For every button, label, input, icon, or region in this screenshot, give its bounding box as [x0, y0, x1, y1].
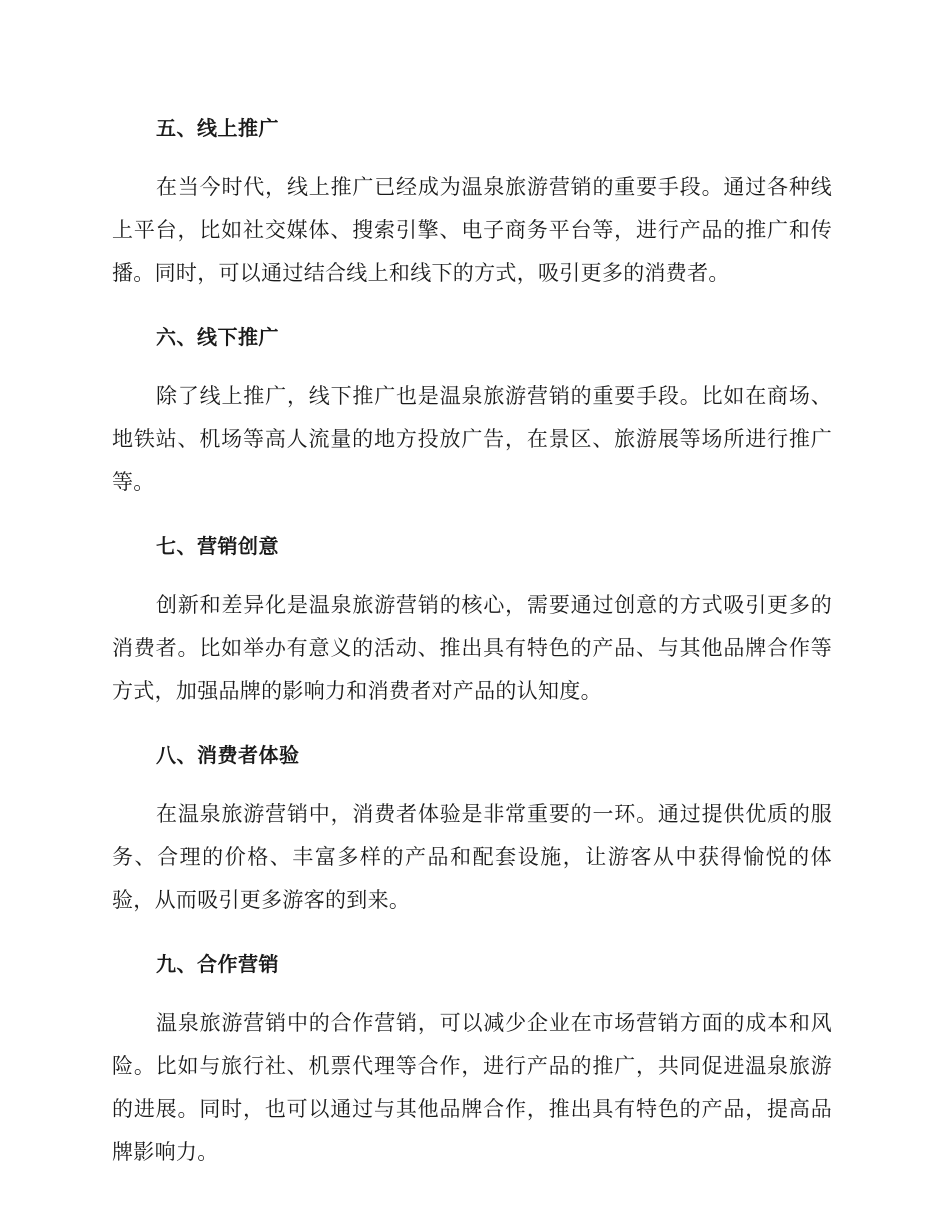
section-heading: 六、线下推广: [156, 325, 279, 349]
document-page: [112, 108, 832, 1196]
section-online-promotion: [112, 108, 832, 295]
section-paragraph: 创新和差异化是温泉旅游营销的核心，需要通过创意的方式吸引更多的消费者。比如举办有意义的活动、推出具有特色的产品、与其他品牌合作等方式，加强品牌的影响力和消费者对产品的认知度。: [112, 593, 832, 703]
section-paragraph: 除了线上推广，线下推广也是温泉旅游营销的重要手段。比如在商场、地铁站、机场等高人流量的地方投放广告，在景区、旅游展等场所进行推广等。: [112, 384, 832, 494]
section-paragraph: 在温泉旅游营销中，消费者体验是非常重要的一环。通过提供优质的服务、合理的价格、丰富多样的产品和配套设施，让游客从中获得愉悦的体验，从而吸引更多游客的到来。: [112, 802, 832, 912]
section-heading: 七、营销创意: [156, 534, 279, 558]
section-cooperative-marketing: [112, 944, 832, 1174]
section-marketing-creativity: [112, 526, 832, 713]
section-heading: 八、消费者体验: [156, 743, 300, 767]
section-heading: 五、线上推广: [156, 116, 279, 140]
section-paragraph: 在当今时代，线上推广已经成为温泉旅游营销的重要手段。通过各种线上平台，比如社交媒体、搜索引擎、电子商务平台等，进行产品的推广和传播。同时，可以通过结合线上和线下的方式，吸引更多的消费者。: [112, 175, 832, 285]
section-consumer-experience: [112, 735, 832, 922]
section-heading: 九、合作营销: [156, 952, 279, 976]
section-paragraph: 温泉旅游营销中的合作营销，可以减少企业在市场营销方面的成本和风险。比如与旅行社、机票代理等合作，进行产品的推广，共同促进温泉旅游的进展。同时，也可以通过与其他品牌合作，推出具有特色的产品，提高品牌影响力。: [112, 1011, 832, 1164]
section-offline-promotion: [112, 317, 832, 504]
